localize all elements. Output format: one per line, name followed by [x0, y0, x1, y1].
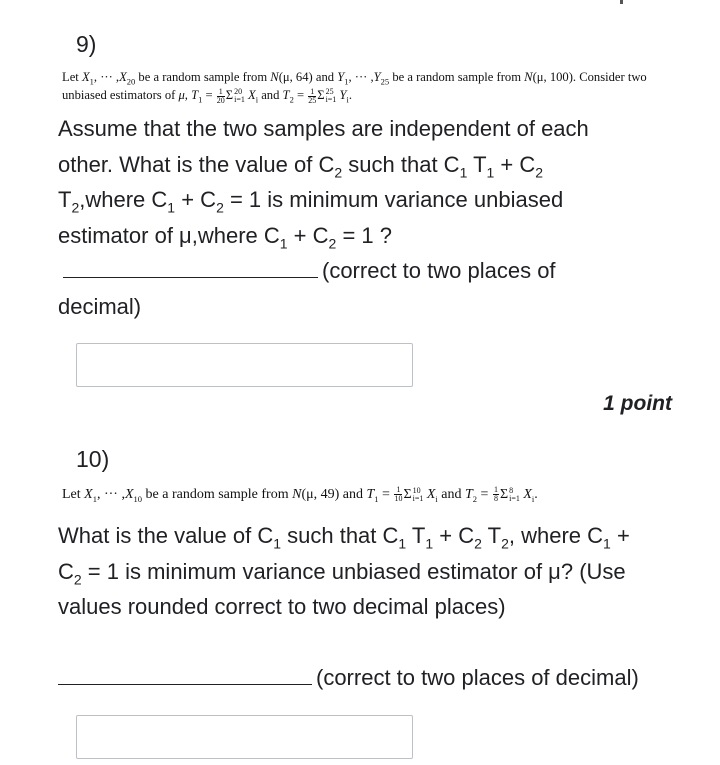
question-9-number: 9) [76, 31, 97, 57]
q9-text-line-4: estimator of μ,where $C_1 + C_2 = 1$ ? [58, 222, 392, 251]
question-10-number: 10) [76, 446, 110, 472]
q9-text-line-6: decimal) [58, 293, 142, 319]
q10-text-line-1: What is the value of $C_1$ such that $C_1$ $T_1 + C_2$ $T_2$, where $C_1$ + [58, 523, 630, 552]
q10-text-line-3: values rounded correct to two decimal places) [58, 594, 506, 619]
question-10-answer-input[interactable] [76, 715, 413, 759]
q9-text-line-5: (correct to two places of [58, 253, 589, 289]
q9-text-line-3: $T_2,where$ $C_1 + C_2 = 1$ is minimum variance unbiased [58, 187, 564, 216]
q9-text-line-1: Assume that the two samples are independent of each [58, 116, 589, 141]
q10-answer-blank-line [58, 683, 312, 685]
question-9-text [58, 111, 589, 324]
question-10-note-line: (correct to two places of decimal) [58, 660, 639, 696]
question-9-math-line-2: unbiased estimators of μ, $T_1$ = $\frac{1}{20}$ Σ 20 i=1 $X_i$ and $T_2$ = $\frac{1}{25}$ Σ 25 i=1 $Y_i$. [62, 86, 352, 105]
question-10-math-line: Let $X_1$, ··· $,X_{10}$ be a random sample from N(μ, 49) and $T_1$ = $\frac{1}{10}$ Σ 10 i=1 $X_i$ and $T_2$ = $\frac{1}{8}$ Σ 8 i=1 $X_i$. [62, 485, 538, 504]
question-9-answer-input[interactable] [76, 343, 413, 387]
fraction-1-over-10: $\frac{1}{10}$ [394, 485, 403, 504]
fraction-1-over-20: $\frac{1}{20}$ [216, 86, 225, 105]
question-9-points: 1 point [603, 392, 672, 415]
q9-answer-blank-line [63, 276, 318, 278]
fraction-1-over-25: $\frac{1}{25}$ [308, 86, 317, 105]
question-10-text [58, 518, 630, 625]
fraction-1-over-8: $\frac{1}{8}$ [493, 485, 498, 504]
q10-text-line-2: $C_2 = 1$ is minimum variance unbiased estimator of μ? (Use [58, 558, 626, 587]
question-9-math-line-1: Let $X_1$, ··· $,X_{20}$ be a random sample from N(μ, 64) and $Y_1$, ··· $,Y_{25}$ be a random sample from N(μ, 100). Consider two [62, 70, 647, 87]
scroll-remnant-mark [620, 0, 623, 4]
q9-text-line-2: other. What is the value of $C_2$ such that $C_1$ $T_1 + C_2$ [58, 151, 544, 180]
